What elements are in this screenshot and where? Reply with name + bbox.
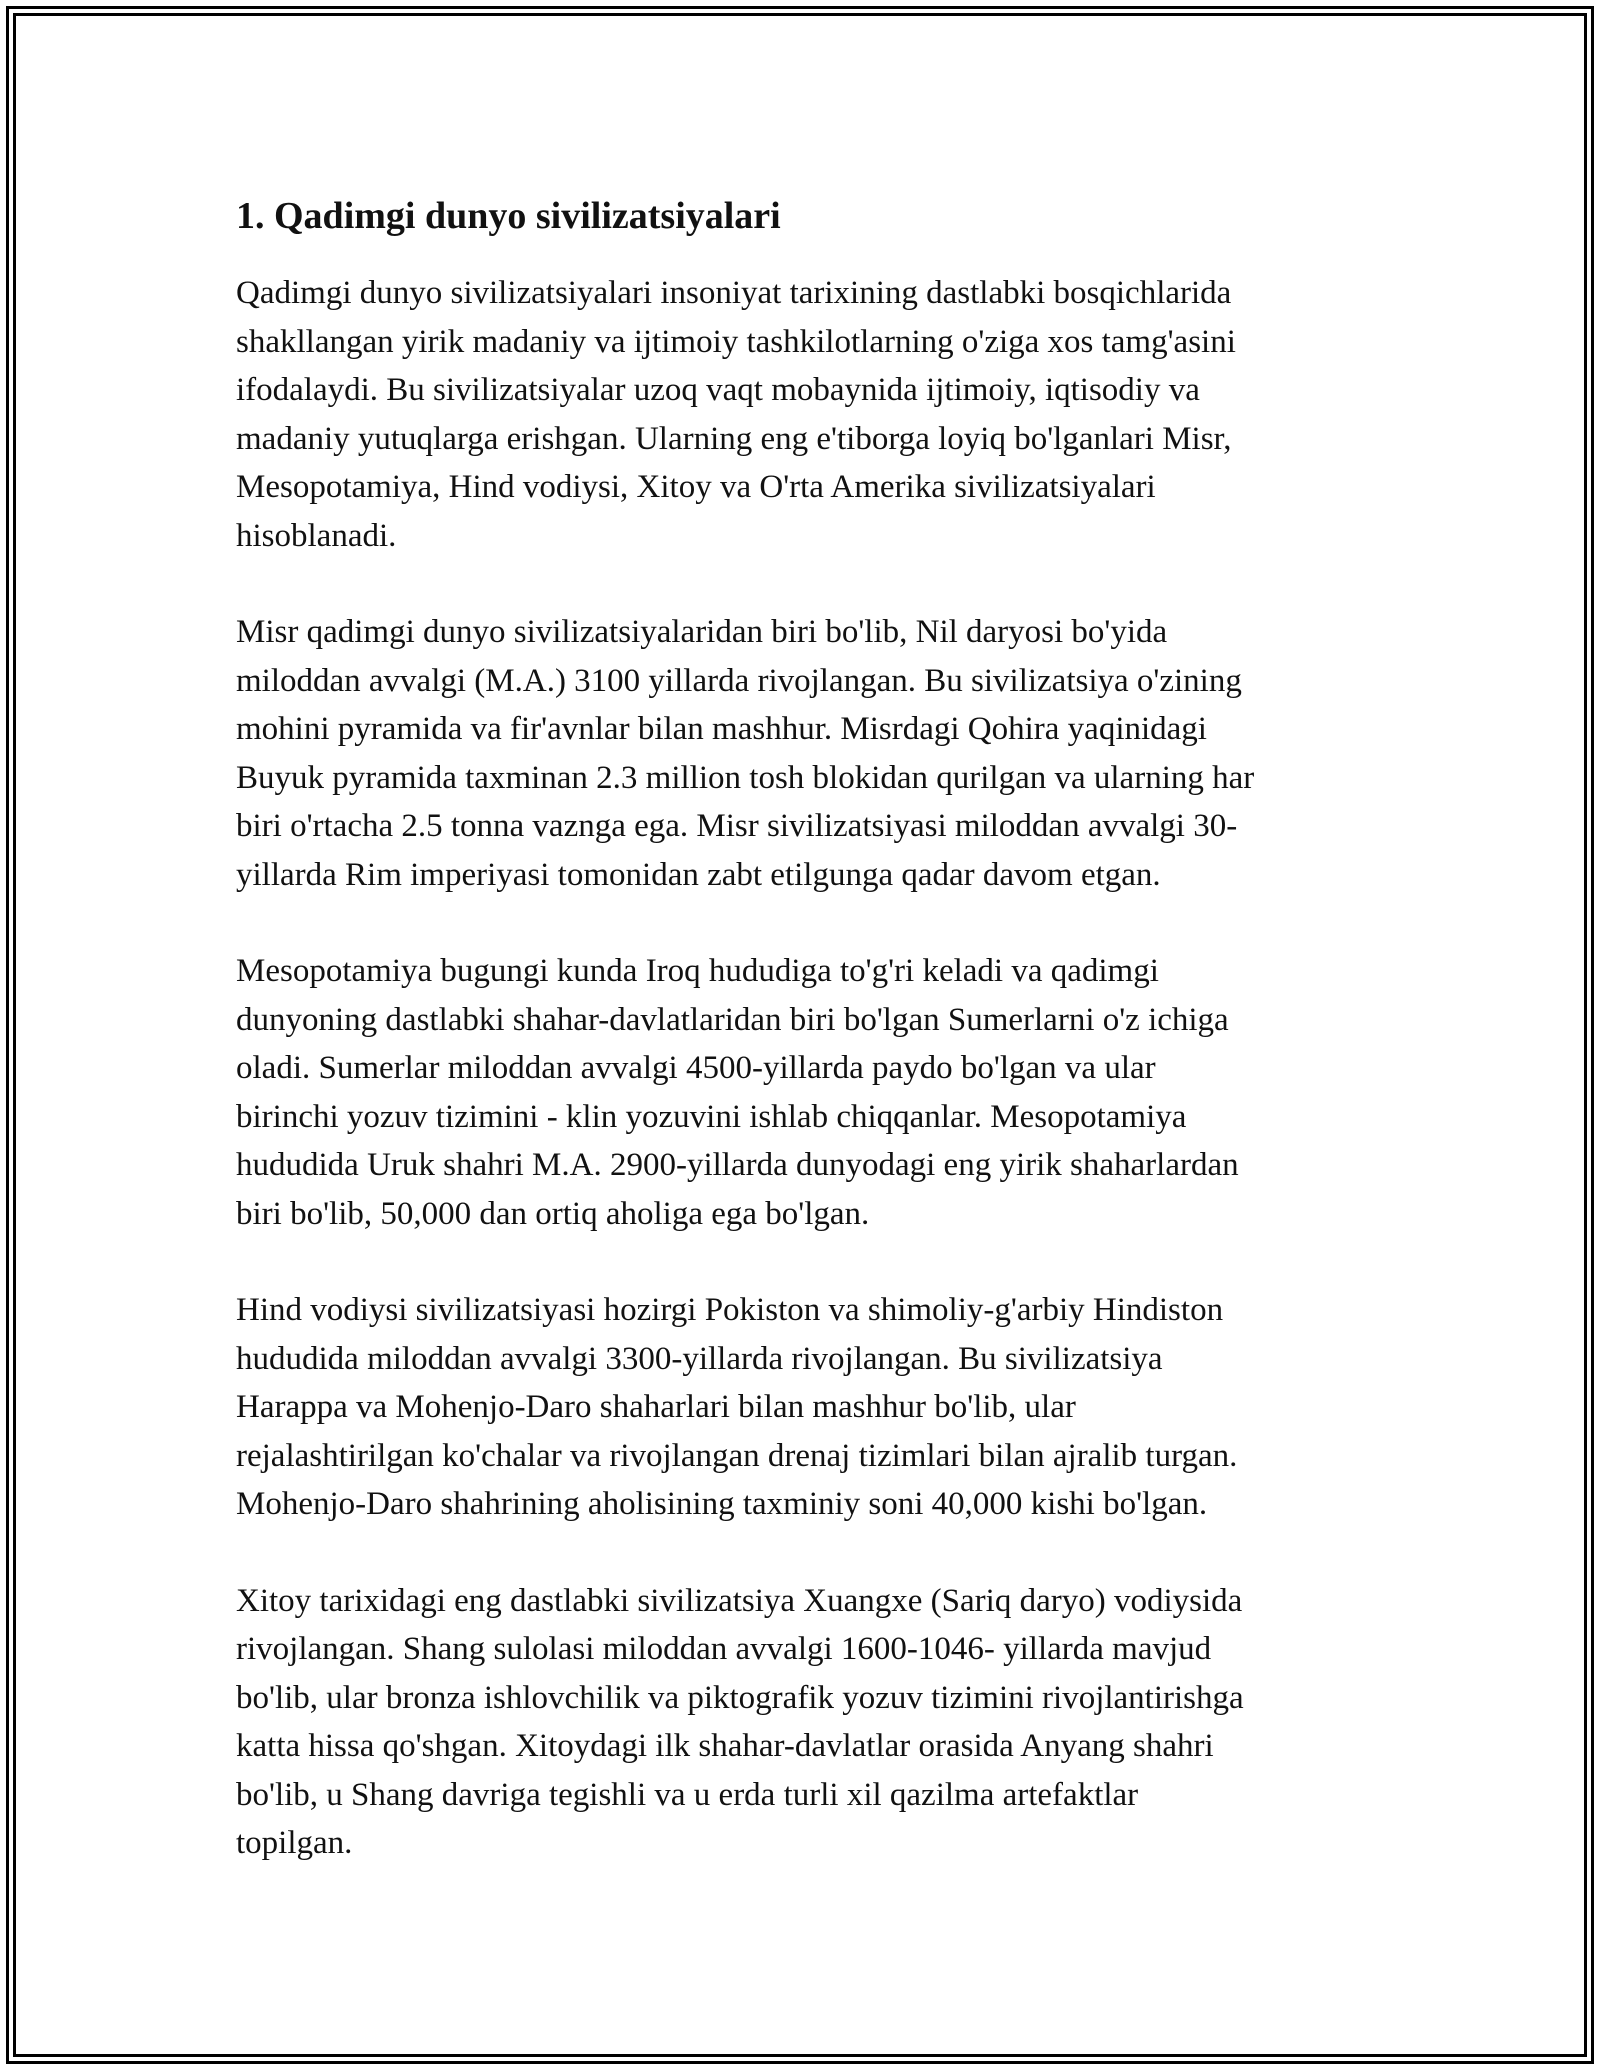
paragraph-line: ifodalaydi. Bu sivilizatsiyalar uzoq vaqt mobaynida ijtimoiy, iqtisodiy va <box>236 372 1200 408</box>
paragraph-line: Hind vodiysi sivilizatsiyasi hozirgi Pokiston va shimoliy-g'arbiy Hindiston <box>236 1292 1224 1328</box>
paragraph <box>236 269 1396 560</box>
paragraph-line: dunyoning dastlabki shahar-davlatlaridan biri bo'lgan Sumerlarni o'z ichiga <box>236 1001 1229 1038</box>
paragraph-line: birinchi yozuv tizimini - klin yozuvini ishlab chiqqanlar. Mesopotamiya <box>236 1098 1187 1135</box>
paragraph-list <box>236 269 1396 1868</box>
paragraph-line: topilgan. <box>236 1825 353 1861</box>
paragraph-line: miloddan avvalgi (M.A.) 3100 yillarda rivojlangan. Bu sivilizatsiya o'zining <box>236 662 1242 699</box>
paragraph-line: rivojlangan. Shang sulolasi miloddan avvalgi 1600-1046- yillarda mavjud <box>236 1631 1212 1667</box>
paragraph-line: Xitoy tarixidagi eng dastlabki sivilizatsiya Xuangxe (Sariq daryo) vodiysida <box>236 1582 1243 1619</box>
paragraph-line: madaniy yutuqlarga erishgan. Ularning eng e'tiborga loyiq bo'lganlari Misr, <box>236 420 1232 457</box>
paragraph-line: mohini pyramida va fir'avnlar bilan mashhur. Misrdagi Qohira yaqinidagi <box>236 711 1207 747</box>
paragraph-line: Misr qadimgi dunyo sivilizatsiyalaridan biri bo'lib, Nil daryosi bo'yida <box>236 614 1168 650</box>
paragraph-line: oladi. Sumerlar miloddan avvalgi 4500-yillarda paydo bo'lgan va ular <box>236 1050 1156 1086</box>
paragraph-line: yillarda Rim imperiyasi tomonidan zabt etilgunga qadar davom etgan. <box>236 856 1161 893</box>
paragraph-line: Harappa va Mohenjo-Daro shaharlari bilan mashhur bo'lib, ular <box>236 1389 1076 1425</box>
paragraph-line: Qadimgi dunyo sivilizatsiyalari insoniyat tarixining dastlabki bosqichlarida <box>236 275 1232 311</box>
section-heading: 1. Qadimgi dunyo sivilizatsiyalari <box>236 195 781 237</box>
paragraph-line: rejalashtirilgan ko'chalar va rivojlangan drenaj tizimlari bilan ajralib turgan. <box>236 1437 1238 1474</box>
paragraph-line: Mesopotamiya, Hind vodiysi, Xitoy va O'rta Amerika sivilizatsiyalari <box>236 469 1156 505</box>
paragraph-line: Mohenjo-Daro shahrining aholisining taxminiy soni 40,000 kishi bo'lgan. <box>236 1486 1208 1522</box>
paragraph-line: Mesopotamiya bugungi kunda Iroq hududiga to'g'ri keladi va qadimgi <box>236 953 1159 989</box>
paragraph-line: hisoblanadi. <box>236 517 397 554</box>
paragraph <box>236 608 1396 899</box>
paragraph-line: bo'lib, ular bronza ishlovchilik va piktografik yozuv tizimini rivojlantirishga <box>236 1679 1244 1716</box>
paragraph-line: hududida miloddan avvalgi 3300-yillarda rivojlangan. Bu sivilizatsiya <box>236 1340 1163 1377</box>
paragraph-line: hududida Uruk shahri M.A. 2900-yillarda dunyodagi eng yirik shaharlardan <box>236 1147 1239 1183</box>
paragraph-line: katta hissa qo'shgan. Xitoydagi ilk shahar-davlatlar orasida Anyang shahri <box>236 1728 1214 1764</box>
paragraph <box>236 947 1396 1238</box>
paragraph-line: biri bo'lib, 50,000 dan ortiq aholiga ega bo'lgan. <box>236 1195 870 1232</box>
paragraph <box>236 1577 1396 1868</box>
paragraph-line: bo'lib, u Shang davriga tegishli va u erda turli xil qazilma artefaktlar <box>236 1776 1139 1813</box>
paragraph-line: Buyuk pyramida taxminan 2.3 million tosh blokidan qurilgan va ularning har <box>236 759 1255 796</box>
paragraph-line: biri o'rtacha 2.5 tonna vaznga ega. Misr sivilizatsiyasi miloddan avvalgi 30- <box>236 808 1238 844</box>
paragraph-line: shakllangan yirik madaniy va ijtimoiy tashkilotlarning o'ziga xos tamg'asini <box>236 323 1236 360</box>
document-body <box>236 188 1396 1916</box>
paragraph <box>236 1286 1396 1529</box>
